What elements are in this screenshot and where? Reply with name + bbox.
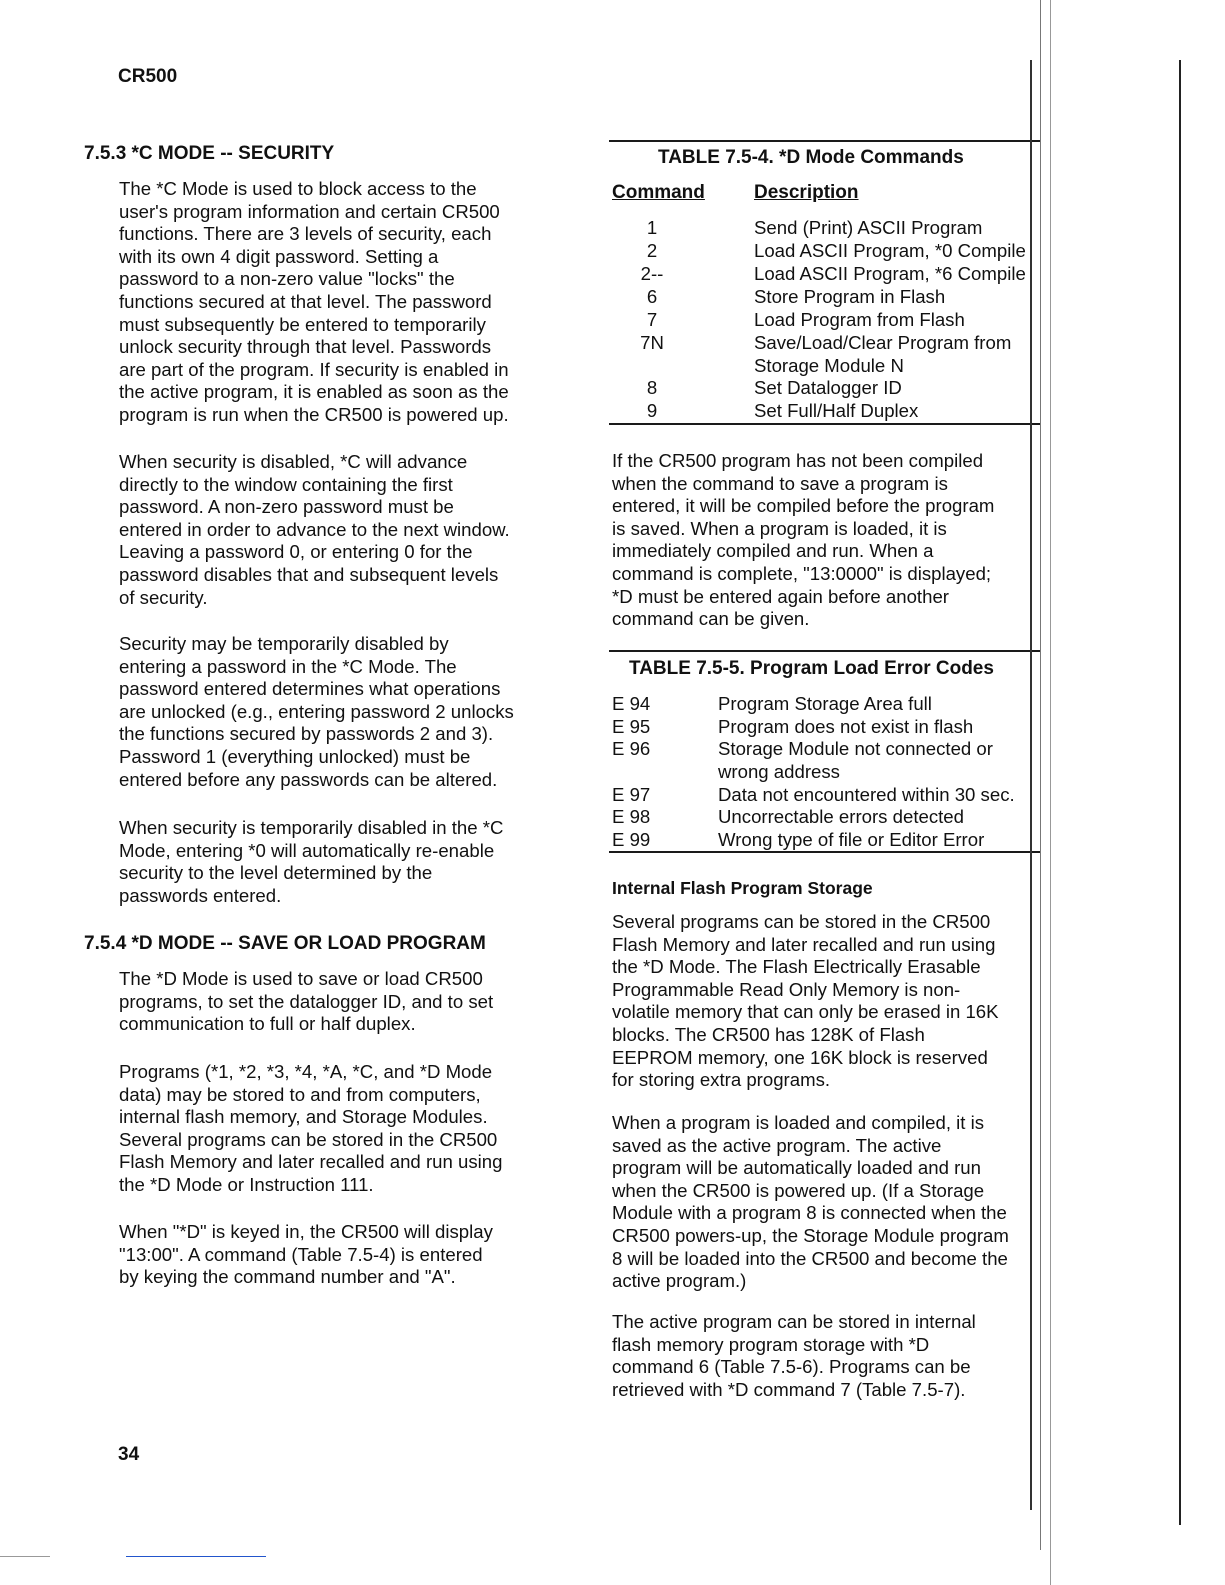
- table-header-command: Command: [612, 182, 705, 203]
- table-cell-error-code: E 96: [612, 738, 651, 759]
- text-line: Security may be temporarily disabled by: [119, 633, 449, 654]
- text-line: flash memory program storage with *D: [612, 1333, 930, 1355]
- text-line: password entered determines what operations: [119, 678, 501, 700]
- table-cell-command: 1: [646, 217, 658, 238]
- text-line: The *D Mode is used to save or load CR500: [119, 968, 483, 989]
- text-line: with its own 4 digit password. Setting a: [119, 245, 439, 267]
- text-line: the *D Mode. The Flash Electrically Erasable: [612, 956, 981, 978]
- table-cell-error-code: E 99: [612, 829, 651, 850]
- text-line: by keying the command number and "A".: [119, 1266, 456, 1288]
- table-cell-command: 9: [646, 400, 658, 421]
- table-cell-description: Send (Print) ASCII Program: [754, 217, 983, 238]
- text-line: Flash Memory and later recalled and run using: [612, 933, 996, 955]
- table-cell-command: 7N: [640, 332, 664, 353]
- table-bottom-rule: [609, 423, 1041, 425]
- table-cell-description: Load ASCII Program, *0 Compile: [754, 240, 1026, 261]
- text-line: "13:00". A command (Table 7.5-4) is entered: [119, 1243, 483, 1265]
- text-line: Programmable Read Only Memory is non-: [612, 978, 961, 1000]
- text-line: Module with a program 8 is connected when the: [612, 1202, 1007, 1224]
- text-line: Mode, entering *0 will automatically re-enable: [119, 839, 495, 861]
- text-line: CR500 powers-up, the Storage Module program: [612, 1224, 1009, 1246]
- scan-margin-line: [1179, 60, 1181, 1525]
- paragraph-compile: [612, 450, 994, 631]
- text-line: The *C Mode is used to block access to the: [119, 178, 477, 199]
- section-heading-7-5-4: 7.5.4 *D MODE -- SAVE OR LOAD PROGRAM: [84, 933, 486, 954]
- table-cell-error-description: Program Storage Area full: [718, 693, 932, 714]
- text-line: entered, it will be compiled before the program: [612, 495, 995, 517]
- text-line: security to the level determined by the: [119, 862, 433, 884]
- text-line: password. A non-zero password must be: [119, 496, 454, 518]
- text-line: data) may be stored to and from computers,: [119, 1083, 481, 1105]
- text-line: entered in order to advance to the next window.: [119, 518, 510, 540]
- text-line: unlock security through that level. Passwords: [119, 336, 492, 358]
- text-line: the functions secured by passwords 2 and 3).: [119, 723, 494, 745]
- paragraph-dmode-programs: [119, 1061, 502, 1197]
- text-line: If the CR500 program has not been compiled: [612, 450, 984, 471]
- paragraph-security-temporary: [119, 633, 514, 791]
- table-cell-command: 7: [646, 309, 658, 330]
- table-cell-description: Save/Load/Clear Program from: [754, 332, 1012, 353]
- table-cell-error-description: Program does not exist in flash: [718, 716, 974, 737]
- section-heading-7-5-3: 7.5.3 *C MODE -- SECURITY: [84, 143, 335, 164]
- text-line: active program.): [612, 1270, 747, 1292]
- text-line: when the CR500 is powered up. (If a Storage: [612, 1179, 985, 1201]
- text-line: command is complete, "13:0000" is displayed;: [612, 562, 992, 584]
- text-line: When security is temporarily disabled in the *C: [119, 817, 504, 838]
- text-line: when the command to save a program is: [612, 472, 948, 494]
- text-line: must subsequently be entered to temporarily: [119, 313, 486, 335]
- text-line: Leaving a password 0, or entering 0 for the: [119, 541, 473, 563]
- paragraph-flash: [612, 911, 999, 1092]
- text-line: Flash Memory and later recalled and run using: [119, 1151, 503, 1173]
- text-line: command can be given.: [612, 608, 810, 630]
- text-line: the *D Mode or Instruction 111.: [119, 1173, 374, 1195]
- table-cell-description: Set Full/Half Duplex: [754, 400, 919, 421]
- text-line: entering a password in the *C Mode. The: [119, 655, 457, 677]
- text-line: directly to the window containing the first: [119, 473, 453, 495]
- table-cell-error-description: Storage Module not connected or: [718, 738, 993, 759]
- table-cell-error-code: E 95: [612, 716, 651, 737]
- table-cell-error-description: wrong address: [718, 761, 840, 782]
- table-cell-description: Set Datalogger ID: [754, 377, 902, 398]
- text-line: entered before any passwords can be altered.: [119, 768, 498, 790]
- scan-artifact-line: [126, 1556, 266, 1557]
- table-cell-error-description: Uncorrectable errors detected: [718, 806, 964, 827]
- text-line: passwords entered.: [119, 884, 282, 906]
- paragraph-security-disabled: [119, 451, 510, 609]
- text-line: password disables that and subsequent levels: [119, 563, 499, 585]
- table-cell-error-code: E 94: [612, 693, 651, 714]
- text-line: Password 1 (everything unlocked) must be: [119, 745, 471, 767]
- table-cell-command: 2: [646, 240, 658, 261]
- table-cell-description: Storage Module N: [754, 355, 904, 376]
- table-cell-description: Load ASCII Program, *6 Compile: [754, 263, 1026, 284]
- scan-artifact-line: [0, 1556, 50, 1557]
- table-cell-description: Load Program from Flash: [754, 309, 965, 330]
- text-line: the active program, it is enabled as soon as the: [119, 381, 509, 403]
- table-cell-error-description: Wrong type of file or Editor Error: [718, 829, 985, 850]
- paragraph-loaded: [612, 1112, 1009, 1293]
- scan-margin-line: [1050, 0, 1051, 1585]
- text-line: blocks. The CR500 has 128K of Flash: [612, 1023, 925, 1045]
- text-line: 8 will be loaded into the CR500 and become the: [612, 1247, 1008, 1269]
- table-cell-error-description: Data not encountered within 30 sec.: [718, 784, 1015, 805]
- text-line: functions. There are 3 levels of security, each: [119, 223, 492, 245]
- text-line: communication to full or half duplex.: [119, 1013, 416, 1035]
- paragraph-security-reenable: [119, 817, 503, 907]
- text-line: The active program can be stored in internal: [612, 1311, 976, 1332]
- text-line: When security is disabled, *C will advance: [119, 451, 468, 472]
- text-line: are unlocked (e.g., entering password 2 unlocks: [119, 700, 514, 722]
- text-line: password to a non-zero value "locks" the: [119, 268, 455, 290]
- table-top-rule: [609, 140, 1041, 142]
- page-number: 34: [118, 1444, 140, 1465]
- text-line: saved as the active program. The active: [612, 1134, 942, 1156]
- table-7-5-4-title: TABLE 7.5-4. *D Mode Commands: [658, 147, 964, 168]
- text-line: are part of the program. If security is enabled in: [119, 358, 509, 380]
- table-cell-error-code: E 98: [612, 806, 651, 827]
- table-cell-command: 6: [646, 286, 658, 307]
- text-line: command 6 (Table 7.5-6). Programs can be: [612, 1356, 971, 1378]
- text-line: Several programs can be stored in the CR500: [612, 911, 991, 932]
- text-line: Several programs can be stored in the CR500: [119, 1128, 498, 1150]
- scan-margin-line: [1040, 0, 1041, 1550]
- table-top-rule: [609, 650, 1041, 652]
- text-line: user's program information and certain CR500: [119, 200, 500, 222]
- text-line: program will be automatically loaded and run: [612, 1157, 981, 1179]
- text-line: Programs (*1, *2, *3, *4, *A, *C, and *D Mode: [119, 1061, 493, 1082]
- table-header-description: Description: [754, 182, 859, 203]
- text-line: functions secured at that level. The password: [119, 290, 492, 312]
- text-line: retrieved with *D command 7 (Table 7.5-7).: [612, 1378, 966, 1400]
- subheading-flash-storage: Internal Flash Program Storage: [612, 878, 873, 898]
- table-bottom-rule: [609, 851, 1041, 853]
- text-line: program is run when the CR500 is powered up.: [119, 403, 509, 425]
- table-cell-error-code: E 97: [612, 784, 651, 805]
- table-cell-description: Store Program in Flash: [754, 286, 946, 307]
- text-line: When a program is loaded and compiled, it is: [612, 1112, 985, 1133]
- paragraph-active: [612, 1311, 976, 1401]
- paragraph-security-intro: [119, 178, 509, 427]
- text-line: *D must be entered again before another: [612, 585, 949, 607]
- text-line: is saved. When a program is loaded, it is: [612, 517, 947, 539]
- paragraph-dmode-keying: [119, 1221, 493, 1289]
- table-7-5-5-title: TABLE 7.5-5. Program Load Error Codes: [629, 658, 994, 679]
- text-line: for storing extra programs.: [612, 1069, 831, 1091]
- text-line: immediately compiled and run. When a: [612, 540, 934, 562]
- text-line: EEPROM memory, one 16K block is reserved: [612, 1046, 988, 1068]
- text-line: programs, to set the datalogger ID, and to set: [119, 990, 494, 1012]
- text-line: internal flash memory, and Storage Modules.: [119, 1106, 488, 1128]
- page-header: CR500: [118, 66, 178, 87]
- text-line: volatile memory that can only be erased in 16K: [612, 1001, 999, 1023]
- scan-margin-line: [1030, 60, 1032, 1510]
- paragraph-dmode-intro: [119, 968, 493, 1036]
- table-cell-command: 8: [646, 377, 658, 398]
- text-line: When "*D" is keyed in, the CR500 will display: [119, 1221, 493, 1242]
- text-line: of security.: [119, 586, 208, 608]
- table-cell-command: 2--: [640, 263, 664, 284]
